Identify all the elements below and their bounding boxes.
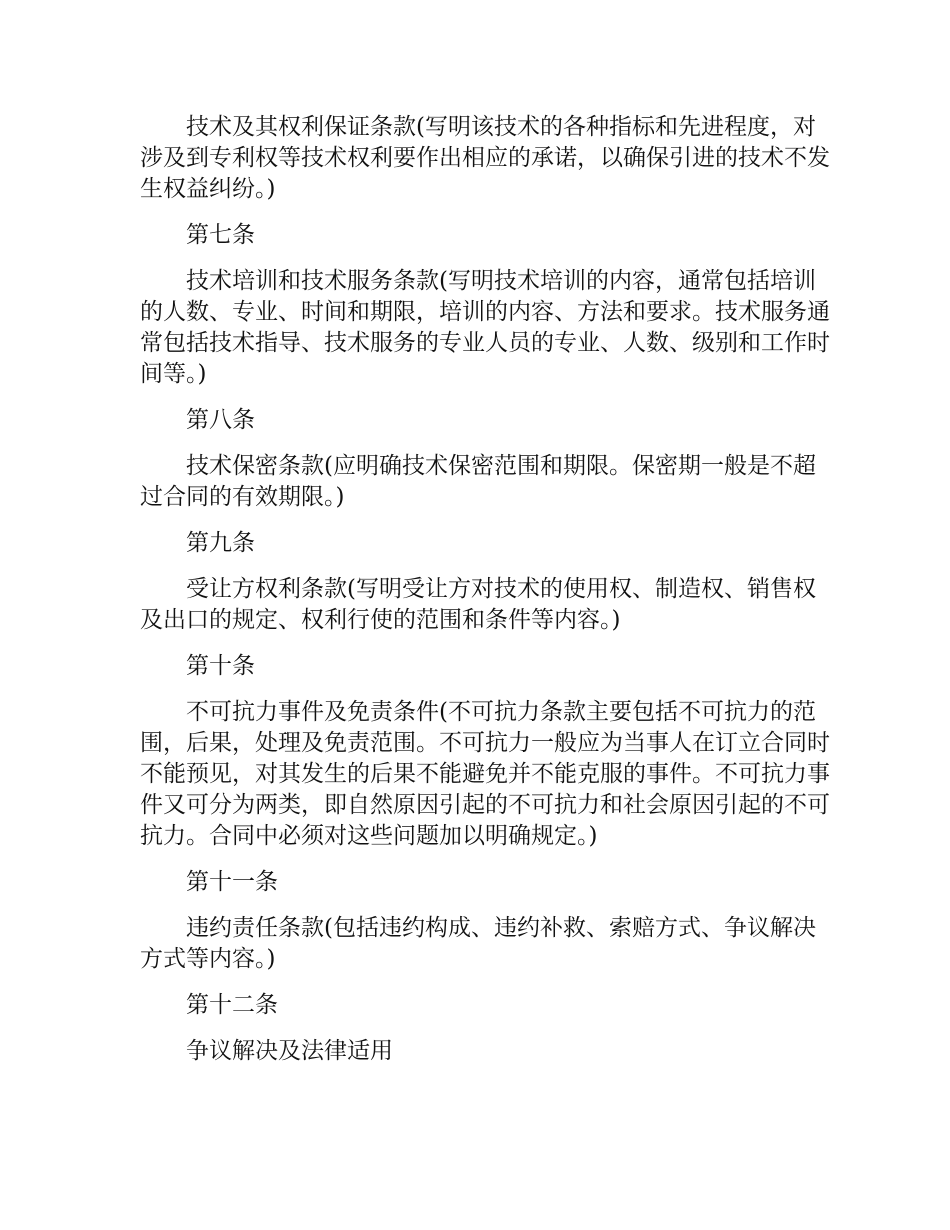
- article-heading-9: 第九条: [186, 530, 255, 556]
- clause-text-force-majeure: 不可抗力事件及免责条件(不可抗力条款主要包括不可抗力的范围，后果，处理及免责范围。不可抗力一般应为当事人在订立合同时不能预见，对其发生的后果不能避免并不能克服的事件。不可抗力事件又可分为两类，即自然原因引起的不可抗力和社会原因引起的不可抗力。合同中必须对这些问题加以明确规定。): [140, 699, 830, 849]
- article-heading-8: 第八条: [186, 407, 255, 433]
- article-heading-11: 第十一条: [186, 869, 278, 895]
- article-heading-10: 第十条: [186, 653, 255, 679]
- clause-text-technical-rights-guarantee: 技术及其权利保证条款(写明该技术的各种指标和先进程度，对涉及到专利权等技术权利要作出相应的承诺，以确保引进的技术不发生权益纠纷。): [140, 114, 830, 202]
- clause-text-transferee-rights: 受让方权利条款(写明受让方对技术的使用权、制造权、销售权及出口的规定、权利行使的范围和条件等内容。): [140, 576, 816, 633]
- article-heading-7: 第七条: [186, 222, 255, 248]
- clause-text-dispute-resolution: 争议解决及法律适用: [186, 1038, 393, 1064]
- article-heading-12: 第十二条: [186, 992, 278, 1018]
- clause-text-technical-confidentiality: 技术保密条款(应明确技术保密范围和期限。保密期一般是不超过合同的有效期限。): [140, 453, 816, 510]
- clause-text-breach-liability: 违约责任条款(包括违约构成、违约补救、索赔方式、争议解决方式等内容。): [140, 915, 816, 972]
- document-body: [140, 112, 830, 1082]
- clause-text-technical-training-service: 技术培训和技术服务条款(写明技术培训的内容，通常包括培训的人数、专业、时间和期限，培训的内容、方法和要求。技术服务通常包括技术指导、技术服务的专业人员的专业、人数、级别和工作时间等。): [140, 268, 830, 387]
